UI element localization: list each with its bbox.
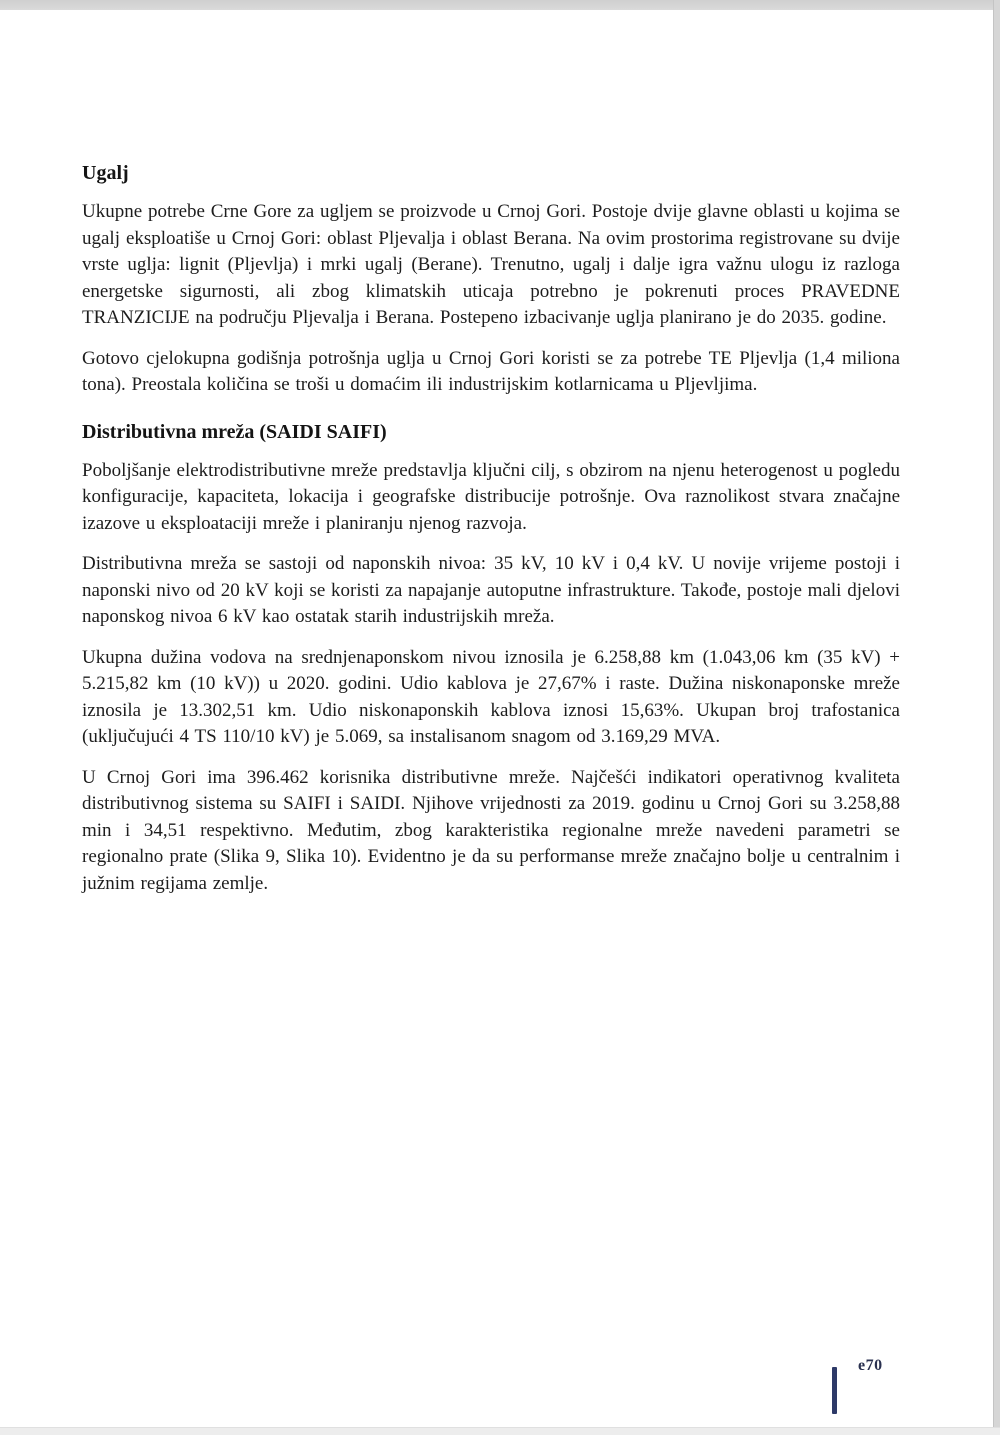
document-page (82, 161, 900, 911)
footer-accent-bar (832, 1367, 837, 1414)
paragraph-coal-consumption: Gotovo cjelokupna godišnja potrošnja uglja u Crnoj Gori koristi se za potrebe TE Pljevlja (1,4 miliona tona). Preostala količina se troši u domaćim ili industrijskim kotlarnicama u Pljevljima. (82, 347, 900, 395)
paragraph-voltage-levels: Distributivna mreža se sastoji od naponskih nivoa: 35 kV, 10 kV i 0,4 kV. U novije vrijeme postoji i naponski nivo od 20 kV koji se koristi za napajanje autoputne infrastrukture. Takođe, postoje mali djelovi naponskog nivoa 6 kV kao ostatak starih industrijskih mreža. (82, 553, 900, 627)
scan-edge-top (0, 0, 1000, 10)
paragraph-network-length: Ukupna dužina vodova na srednjenaponskom nivou iznosila je 6.258,88 km (1.043,06 km (35 kV) + 5.215,82 km (10 kV)) u 2020. godini. Udio kablova je 27,67% i raste. Dužina niskonaponske mreže iznosila je 13.302,51 km. Udio niskonaponskih kablova iznosi 15,63%. Ukupan broj trafostanica (uključujući 4 TS 110/10 kV) je 5.069, sa instalisanom snagom od 3.169,29 MVA. (82, 646, 900, 747)
page-number: e70 (858, 1357, 883, 1374)
scan-edge-right (993, 0, 1000, 1435)
paragraph-coal-overview: Ukupne potrebe Crne Gore za ugljem se proizvode u Crnoj Gori. Postoje dvije glavne oblasti u kojima se ugalj eksploatiše u Crnoj Gori: oblast Pljevalja i oblast Berana. Na ovim prostorima registrovane su dvije vrste uglja: lignit (Pljevlja) i mrki ugalj (Berane). Trenutno, ugalj i dalje igra važnu ulogu iz razloga energetske sigurnosti, ali zbog klimatskih uticaja potrebno je pokrenuti proces PRAVEDNE TRANZICIJE na području Pljevalja i Berana. Postepeno izbacivanje uglja planirano je do 2035. godine. (82, 201, 900, 328)
paragraph-saifi-saidi-values: U Crnoj Gori ima 396.462 korisnika distributivne mreže. Najčešći indikatori operativnog kvaliteta distributivnog sistema su SAIFI i SAIDI. Njihove vrijednosti za 2019. godinu u Crnoj Gori su 3.258,88 min i 34,51 respektivno. Međutim, zbog karakteristika regionalne mreže navedeni parametri se regionalno prate (Slika 9, Slika 10). Evidentno je da su performanse mreže značajno bolje u centralnim i južnim regijama zemlje. (82, 766, 900, 894)
section-heading-ugalj: Ugalj (82, 162, 129, 184)
paragraph-network-improvement: Poboljšanje elektrodistributivne mreže predstavlja ključni cilj, s obzirom na njenu heterogenost u pogledu konfiguracije, kapaciteta, lokacija i geografske distribucije potrošnje. Ova raznolikost stvara značajne izazove u eksploataciji mreže i planiranju njenog razvoja. (82, 459, 900, 534)
scan-edge-bottom (0, 1427, 1000, 1435)
section-heading-distributivna-mreza: Distributivna mreža (SAIDI SAIFI) (82, 420, 387, 443)
